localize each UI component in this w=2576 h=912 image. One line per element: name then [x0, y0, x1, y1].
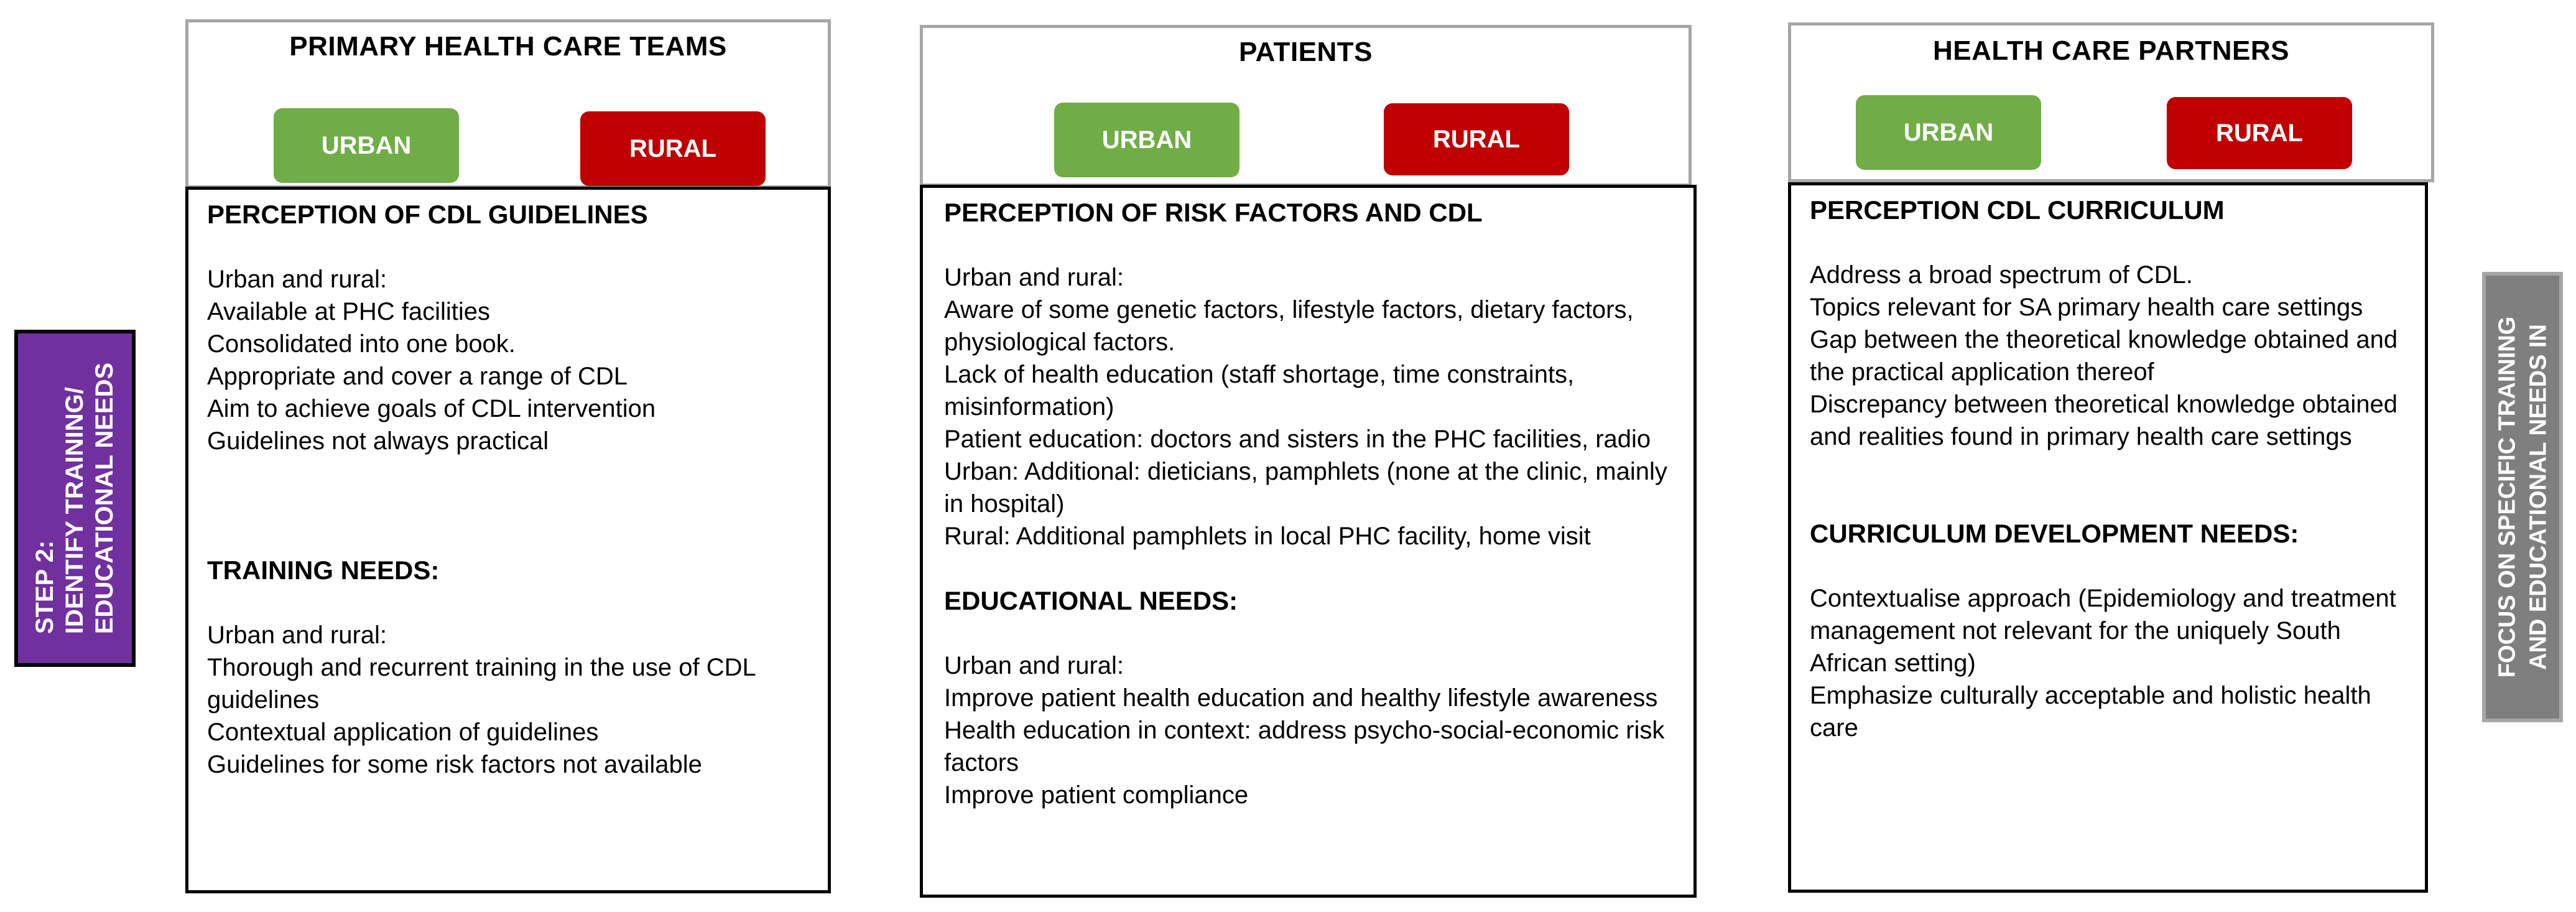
step2-line2: IDENTIFY TRAINING/ [61, 387, 89, 635]
list-item: Lack of health education (staff shortage, time constraints, misinformation) [944, 361, 1575, 421]
focus-line2: AND EDUCATIONAL NEEDS IN [2525, 324, 2552, 670]
rural-tag: RURAL [2167, 97, 2352, 169]
list-item: Guidelines for some risk factors not available [207, 751, 702, 778]
section-heading: EDUCATIONAL NEEDS: [944, 586, 1238, 615]
list-item: Improve patient compliance [944, 781, 1249, 809]
list-item: Urban and rural: [207, 266, 387, 293]
list-item: Discrepancy between theoretical knowledge obtained and realities found in primary health care settings [1810, 391, 2398, 450]
list-item: Urban and rural: [944, 652, 1124, 679]
column-header-health-care-partners [1788, 22, 2434, 182]
list-item: Rural: Additional pamphlets in local PHC facility, home visit [944, 523, 1591, 550]
section-heading: CURRICULUM DEVELOPMENT NEEDS: [1810, 519, 2299, 548]
list-item: Address a broad spectrum of CDL. [1810, 261, 2193, 289]
list-item: Urban and rural: [207, 621, 387, 649]
column-header-phc-teams [185, 19, 831, 188]
list-item: Health education in context: address psycho-social-economic risk factors [944, 717, 1665, 776]
column-title: PATIENTS [1238, 37, 1373, 67]
list-item: Topics relevant for SA primary health care settings [1810, 294, 2363, 321]
list-item: Appropriate and cover a range of CDL [207, 363, 628, 390]
section-heading: TRAINING NEEDS: [207, 556, 440, 585]
list-item: Consolidated into one book. [207, 330, 516, 358]
focus-label-box [2482, 272, 2563, 722]
section-heading: PERCEPTION OF RISK FACTORS AND CDL [944, 198, 1483, 227]
column-content-health-care-partners [1788, 182, 2428, 893]
urban-tag: URBAN [1856, 95, 2041, 170]
step2-line1: STEP 2: [31, 540, 59, 635]
step2-label-text [30, 363, 120, 634]
list-item: Urban and rural: [944, 264, 1124, 291]
focus-label-text [2491, 317, 2554, 678]
list-item: Contextual application of guidelines [207, 719, 599, 746]
section-heading: PERCEPTION OF CDL GUIDELINES [207, 200, 648, 229]
list-item: Aim to achieve goals of CDL intervention [207, 395, 656, 422]
list-item: Patient education: doctors and sisters in the PHC facilities, radio [944, 426, 1651, 453]
column-content-phc-teams [185, 187, 831, 893]
list-item: Improve patient health education and healthy lifestyle awareness [944, 684, 1658, 712]
list-item: Urban: Additional: dieticians, pamphlets (none at the clinic, mainly in hospital) [944, 458, 1667, 518]
list-item: Emphasize culturally acceptable and holistic health care [1810, 682, 2371, 742]
column-title: HEALTH CARE PARTNERS [1932, 35, 2290, 66]
rural-tag: RURAL [1384, 103, 1569, 175]
column-content-patients [920, 185, 1697, 898]
column-header-patients [920, 25, 1692, 187]
list-item: Contextualise approach (Epidemiology and treatment management not relevant for the uniquely South African setting) [1810, 585, 2396, 677]
step2-label-box [14, 330, 136, 667]
rural-tag: RURAL [580, 111, 766, 186]
list-item: Gap between the theoretical knowledge obtained and the practical application thereof [1810, 326, 2398, 386]
urban-tag: URBAN [274, 108, 459, 183]
step2-line3: EDUCATIONAL NEEDS [91, 362, 119, 635]
list-item: Available at PHC facilities [207, 298, 491, 325]
column-title: PRIMARY HEALTH CARE TEAMS [289, 31, 727, 62]
section-heading: PERCEPTION CDL CURRICULUM [1810, 195, 2225, 225]
list-item: Thorough and recurrent training in the use of CDL guidelines [207, 654, 756, 714]
urban-tag: URBAN [1054, 103, 1239, 177]
focus-line1: FOCUS ON SPECIFIC TRAINING [2494, 316, 2521, 678]
list-item: Aware of some genetic factors, lifestyle factors, dietary factors, physiological factors. [944, 296, 1634, 356]
list-item: Guidelines not always practical [207, 427, 549, 455]
